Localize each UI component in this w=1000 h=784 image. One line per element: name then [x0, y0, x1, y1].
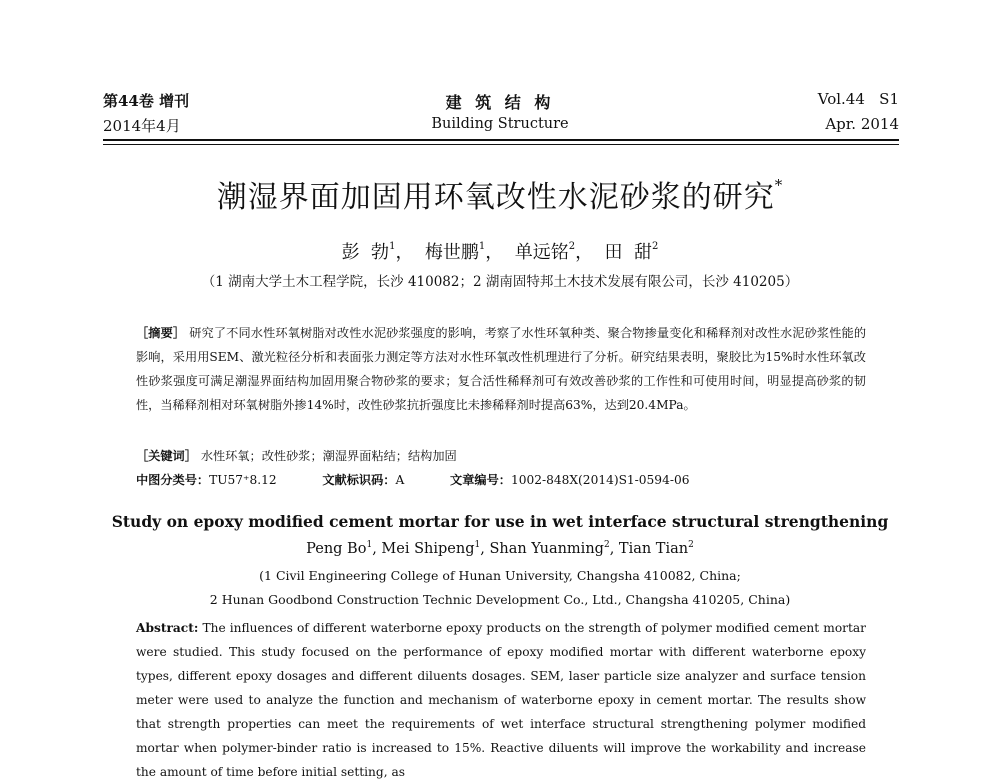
doc-code-label: 文献标识码： [322, 473, 396, 487]
english-title: Study on epoxy modified cement mortar for use in wet interface structural strengthening [111, 512, 889, 531]
doc-code-value: A [395, 473, 405, 487]
header-rule-thick [103, 139, 899, 141]
abstract-label-zh: ［摘要］ [136, 326, 186, 340]
author-separator: , [609, 540, 619, 557]
author-affiliation-mark: 2 [603, 540, 610, 550]
author-affiliation-mark: 1 [474, 540, 481, 550]
journal-issue-date: Apr. 2014 [825, 115, 899, 133]
abstract-label-en: Abstract: [136, 621, 199, 635]
journal-volume: 第44卷 增刊 [103, 92, 190, 110]
paper-title-text: 潮湿界面加固用环氧改性水泥砂浆的研究 [216, 180, 775, 215]
article-no-label: 文章编号： [450, 473, 511, 487]
author-affiliation-mark: 1 [389, 241, 396, 252]
author-separator: ， [485, 242, 515, 263]
affiliation-en-line1: (1 Civil Engineering College of Hunan University, Changsha 410082, China; [259, 568, 741, 583]
author-affiliation-mark: 1 [478, 241, 486, 252]
author-list-en [0, 540, 1000, 557]
abstract-text-en: The influences of different waterborne epoxy products on the strength of polymer modified cement mortar were studied. This study focused on the performance of epoxy modified mortar with different waterborne epoxy types, different epoxy dosages and different diluents dosages. SEM, laser particle size analyzer and surface tension meter were used to analyze the function and mechanism of waterborne epoxy in cement mortar. The results show that strength properties can meet the requirements of wet interface structural strengthening polymer modified mortar when polymer-binder ratio is increased to 15%. Reactive diluents will improve the workability and increase the amount of time before initial setting, as [136, 621, 867, 779]
author-name-en: Tian Tian [618, 540, 689, 557]
article-no-value: 1002-848X(2014)S1-0594-06 [510, 473, 690, 487]
journal-issue: Vol.44 S1 [817, 90, 899, 108]
author-list-zh [0, 238, 1000, 264]
author-name-zh: 田 甜 [604, 242, 652, 263]
journal-date: 2014年4月 [103, 117, 181, 135]
keywords-text: 水性环氧；改性砂浆；潮湿界面粘结；结构加固 [200, 449, 457, 463]
affiliation-en-line2: 2 Hunan Goodbond Construction Technic Development Co., Ltd., Changsha 410205, China) [209, 592, 791, 607]
author-name-zh: 单远铭 [514, 242, 569, 263]
author-name-zh: 梅世鹏 [424, 242, 479, 263]
author-name-en: Shan Yuanming [489, 540, 604, 557]
author-affiliation-mark: 2 [568, 241, 576, 252]
author-name-en: Peng Bo [306, 540, 367, 557]
author-affiliation-mark: 2 [652, 241, 659, 252]
author-affiliation-mark: 1 [366, 540, 373, 550]
clc-value: TU57⁺8.12 [209, 473, 277, 487]
journal-name-zh: 建 筑 结 构 [445, 93, 555, 112]
author-affiliation-mark: 2 [688, 540, 694, 550]
clc-label: 中图分类号： [136, 473, 210, 487]
author-separator: , [372, 540, 382, 557]
author-separator: , [480, 540, 490, 557]
keywords-zh [136, 444, 866, 468]
title-footnote-mark: * [774, 176, 784, 194]
abstract-zh [136, 321, 866, 417]
abstract-text-zh: 研究了不同水性环氧树脂对改性水泥砂浆强度的影响，考察了水性环氧种类、聚合物掺量变化和稀释剂对改性水泥砂浆性能的影响，采用用SEM、激光粒径分析和表面张力测定等方法对水性环氧改性机理进行了分析。研究结果表明，聚胶比为15%时水性环氧改性砂浆强度可满足潮湿界面结构加固用聚合物砂浆的要求；复合活性稀释剂可有效改善砂浆的工作性和可使用时间，明显提高砂浆的韧性，当稀释剂相对环氧树脂外掺14%时，改性砂浆抗折强度比未掺稀释剂时提高63%，达到20.4MPa。 [136, 326, 867, 412]
journal-name-en: Building Structure [431, 116, 569, 132]
author-name-zh: 彭 勃 [341, 242, 390, 263]
keywords-label: ［关键词］ [136, 449, 197, 463]
paper-title [0, 172, 1000, 216]
affiliations-zh: （1 湖南大学土木工程学院，长沙 410082；2 湖南固特邦土木技术发展有限公司，长沙 410205） [201, 274, 799, 290]
abstract-en [136, 616, 866, 784]
author-name-en: Mei Shipeng [381, 540, 475, 557]
author-separator: ， [575, 242, 605, 263]
classification-line [136, 468, 866, 492]
author-separator: ， [395, 242, 425, 263]
header-rule-thin [103, 144, 899, 145]
